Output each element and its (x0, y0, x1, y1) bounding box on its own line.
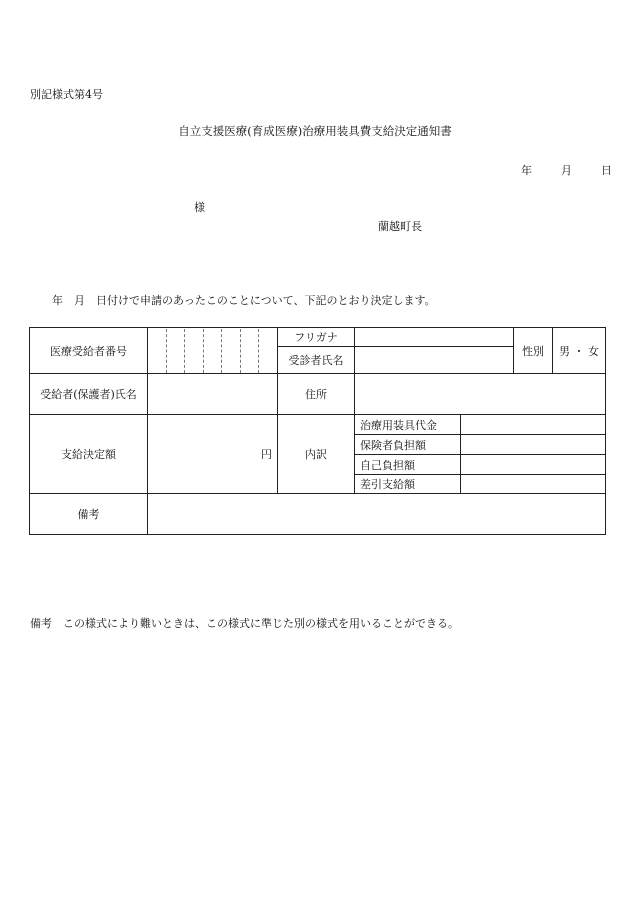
issuer-name: 蘭越町長 (378, 220, 422, 233)
breakdown-item-self-pay: 自己負担額 (355, 455, 461, 475)
remarks-label: 備考 (30, 494, 148, 535)
decision-form-table (29, 327, 606, 535)
patient-name-field[interactable] (355, 347, 514, 374)
breakdown-item-device-cost: 治療用装具代金 (355, 415, 461, 435)
insurer-share-field[interactable] (461, 435, 606, 455)
issue-date (521, 162, 612, 178)
remarks-field[interactable] (148, 494, 606, 535)
sex-label: 性別 (514, 328, 553, 374)
amount-label: 支給決定額 (30, 415, 148, 494)
self-pay-field[interactable] (461, 455, 606, 475)
date-month-label: 月 (561, 164, 572, 177)
furigana-field[interactable] (355, 328, 514, 347)
amount-field[interactable] (148, 415, 278, 494)
footer-note: 備考 この様式により難いときは、この様式に準じた別の様式を用いることができる。 (30, 617, 459, 630)
date-day-label: 日 (601, 164, 612, 177)
recipient-number-boxes[interactable] (148, 328, 278, 374)
breakdown-item-insurer-share: 保険者負担額 (355, 435, 461, 455)
address-field[interactable] (355, 374, 606, 415)
address-label: 住所 (278, 374, 355, 415)
breakdown-item-net-payment: 差引支給額 (355, 475, 461, 494)
sex-options[interactable]: 男 ・ 女 (553, 328, 606, 374)
net-payment-field[interactable] (461, 475, 606, 494)
furigana-label: フリガナ (278, 328, 355, 347)
yen-unit: 円 (261, 448, 272, 461)
breakdown-label: 内訳 (278, 415, 355, 494)
patient-name-label: 受診者氏名 (278, 347, 355, 374)
addressee-suffix: 様 (194, 201, 205, 214)
form-number: 別記様式第4号 (30, 88, 103, 101)
device-cost-field[interactable] (461, 415, 606, 435)
intro-text: 年 月 日付けで申請のあったこのことについて、下記のとおり決定します。 (52, 294, 436, 307)
guardian-name-field[interactable] (148, 374, 278, 415)
date-year-label: 年 (521, 164, 532, 177)
guardian-name-label: 受給者(保護者)氏名 (30, 374, 148, 415)
recipient-number-label: 医療受給者番号 (30, 328, 148, 374)
document-title: 自立支援医療(育成医療)治療用装具費支給決定通知書 (178, 124, 452, 138)
